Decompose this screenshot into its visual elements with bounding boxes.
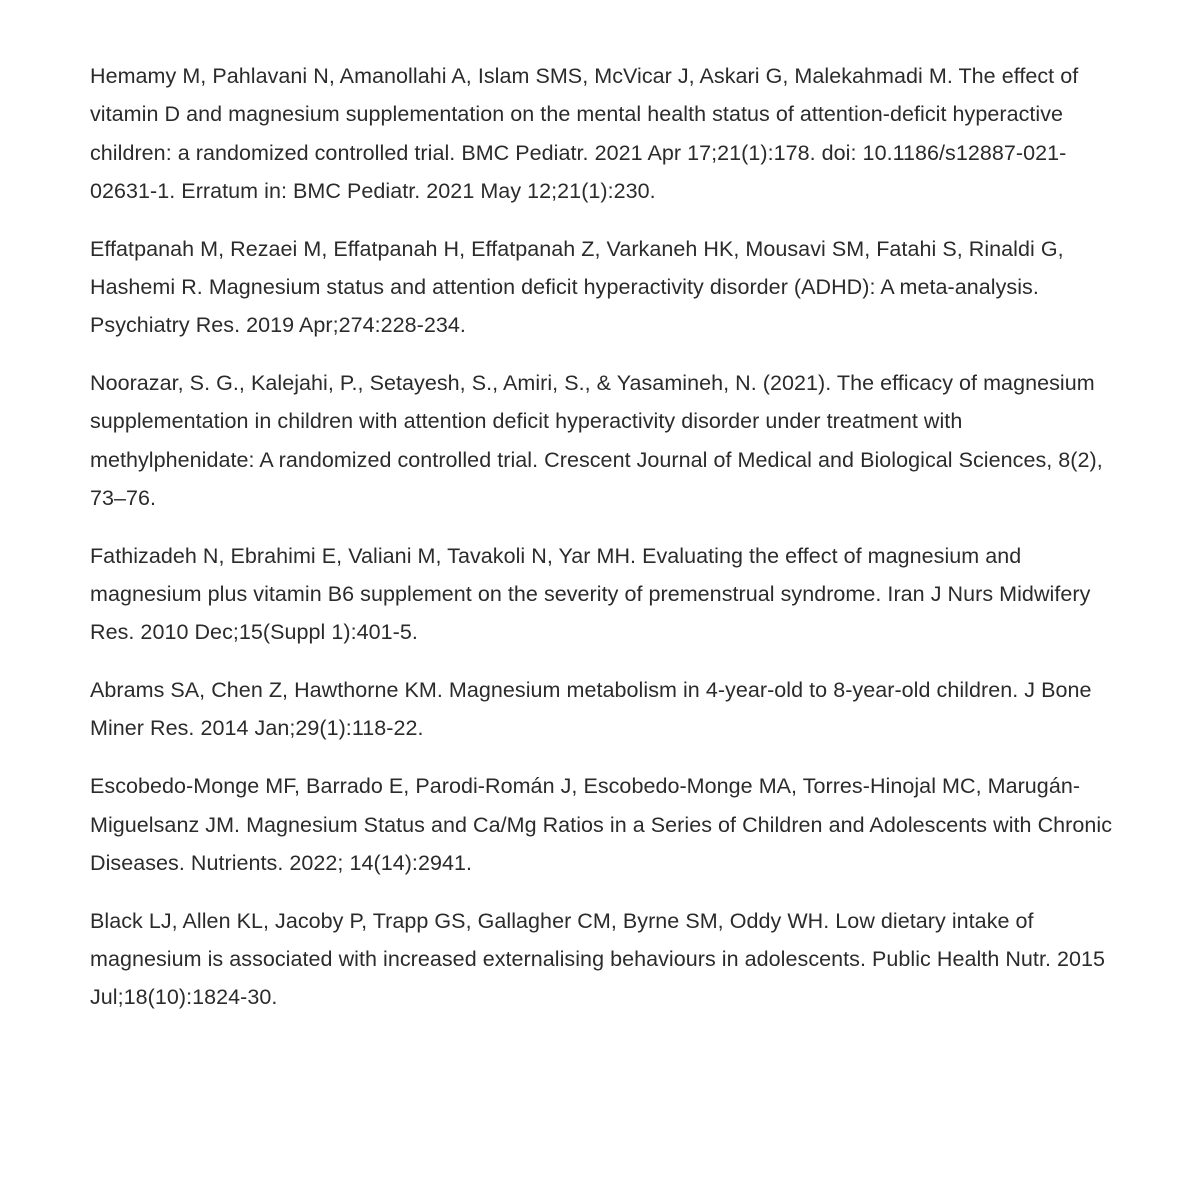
- reference-item: Abrams SA, Chen Z, Hawthorne KM. Magnesium metabolism in 4-year-old to 8-year-old children. J Bone Miner Res. 2014 Jan;29(1):118-22.: [90, 678, 1092, 741]
- reference-item: Noorazar, S. G., Kalejahi, P., Setayesh, S., Amiri, S., & Yasamineh, N. (2021). The efficacy of magnesium supplementation in children with attention deficit hyperactivity disorder under treatment with methylphenidate: A randomized controlled trial. Crescent Journal of Medical and Biological Sciences, 8(2), 73–76.: [90, 371, 1103, 510]
- reference-item: Escobedo-Monge MF, Barrado E, Parodi-Román J, Escobedo-Monge MA, Torres-Hinojal MC, Marugán-Miguelsanz JM. Magnesium Status and Ca/Mg Ratios in a Series of Children and Adolescents with Chronic Diseases. Nutrients. 2022; 14(14):2941.: [90, 774, 1113, 875]
- reference-list: [90, 57, 1120, 1036]
- reference-item: Fathizadeh N, Ebrahimi E, Valiani M, Tavakoli N, Yar MH. Evaluating the effect of magnesium and magnesium plus vitamin B6 supplement on the severity of premenstrual syndrome. Iran J Nurs Midwifery Res. 2010 Dec;15(Suppl 1):401-5.: [90, 543, 1091, 645]
- reference-item: Effatpanah M, Rezaei M, Effatpanah H, Effatpanah Z, Varkaneh HK, Mousavi SM, Fatahi S, Rinaldi G, Hashemi R. Magnesium status and attention deficit hyperactivity disorder (ADHD): A meta-analysis. Psychiatry Res. 2019 Apr;274:228-234.: [90, 236, 1064, 338]
- reference-item: Hemamy M, Pahlavani N, Amanollahi A, Islam SMS, McVicar J, Askari G, Malekahmadi M. The effect of vitamin D and magnesium supplementation on the mental health status of attention-deficit hyperactive children: a randomized controlled trial. BMC Pediatr. 2021 Apr 17;21(1):178. doi: 10.1186/s12887-021-02631-1. Erratum in: BMC Pediatr. 2021 May 12;21(1):230.: [90, 64, 1079, 203]
- reference-item: Black LJ, Allen KL, Jacoby P, Trapp GS, Gallagher CM, Byrne SM, Oddy WH. Low dietary intake of magnesium is associated with increased externalising behaviours in adolescents. Public Health Nutr. 2015 Jul;18(10):1824-30.: [90, 908, 1106, 1010]
